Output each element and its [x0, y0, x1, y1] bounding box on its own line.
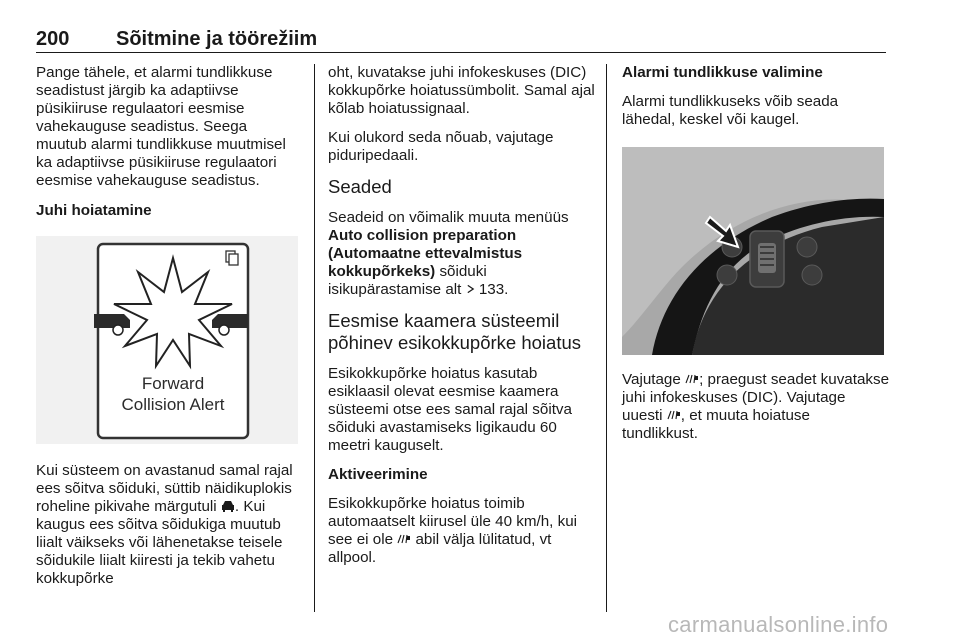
activation-text-a: Esikokkupõrke hoiatus toimib automaatselt kiirusel üle 40 km/h, kui see ei ole: [328, 495, 578, 548]
activation-paragraph: [328, 495, 598, 567]
activation-text-b: abil välja lülitatud, vt allpool.: [328, 531, 552, 566]
watermark: carmanualsonline.info: [668, 612, 889, 637]
heading-activation: Aktiveerimine: [328, 466, 428, 483]
settings-text-b: sõiduki isikupärastamise alt: [328, 263, 487, 298]
arrow-ref-icon: [466, 283, 475, 295]
indicator-text-a: Kui süsteem on avastanud samal rajal ees sõitva sõiduki, süttib näidikuplokis roheline pikivahe märgutuli: [36, 462, 293, 515]
settings-menu-name: Auto collision preparation (Automaatne ettevalmistus kokkupõrkeks): [328, 227, 523, 280]
page-header: [36, 26, 886, 53]
press-text-b: ; praegust seadet kuvatakse juhi infokeskuses (DIC). Vajutage uuesti: [622, 371, 890, 424]
indicator-paragraph: [36, 462, 298, 588]
heading-camera-system: Eesmise kaamera süsteemil põhinev esikokkupõrke hoiatus: [328, 310, 581, 353]
heading-alarm-sensitivity: Alarmi tundlikkuse valimine: [622, 64, 823, 81]
indicator-text-b: . Kui kaugus ees sõitva sõidukiga muutub liialt väikseks või lähenetakse teisele sõidukile liialt kiiresti ja tekib vahetu kokkupõrke: [36, 498, 283, 587]
fcw-button-icon: [685, 373, 699, 385]
settings-paragraph: [328, 209, 598, 299]
heading-settings: Seaded: [328, 176, 392, 197]
column-divider-2: [606, 64, 607, 612]
press-paragraph: [622, 371, 890, 443]
fcw-button-icon: [397, 533, 411, 545]
press-text-c: , et muuta hoiatuse tundlikkust.: [622, 407, 810, 442]
steering-wheel-illustration: [622, 147, 884, 355]
column-left: [36, 64, 298, 599]
settings-page-ref: 133.: [478, 281, 509, 298]
press-text-a: Vajutage: [622, 371, 681, 388]
settings-text-a: Seadeid on võimalik muuta menüüs: [328, 209, 569, 226]
car-following-icon: [221, 500, 235, 512]
column-right: [622, 64, 890, 454]
figure-text-collision-alert: Collision Alert: [121, 395, 225, 414]
intro-paragraph: Pange tähele, et alarmi tundlikkuse seadistust järgib ka adaptiivse püsikiiruse regulaatori eesmise vahekauguse seadistus. Seega muutub alarmi tundlikkuse muutmisel ka adaptiivse püsikiiruse regulaatori eesmise vahekauguse seadistus.: [36, 64, 286, 189]
sensitivity-paragraph: Alarmi tundlikkuseks võib seada lähedal, keskel või kaugel.: [622, 93, 839, 128]
steering-wheel-photo: [622, 147, 884, 355]
brake-paragraph: Kui olukord seda nõuab, vajutage piduripedaali.: [328, 129, 554, 164]
warning-continued-paragraph: oht, kuvatakse juhi infokeskuses (DIC) kokkupõrke hoiatussümbolit. Samal ajal kõlab hoiatussignaal.: [328, 64, 595, 117]
fcw-button-icon: [667, 409, 681, 421]
page-number: 200: [36, 28, 70, 50]
figure-text-forward: Forward: [141, 374, 205, 393]
heading-driver-warning: Juhi hoiatamine: [36, 202, 152, 219]
column-middle: [328, 64, 598, 578]
column-divider-1: [314, 64, 315, 612]
forward-collision-alert-figure: [36, 236, 298, 444]
camera-paragraph: Esikokkupõrke hoiatus kasutab esiklaasil olevat eesmise kaamera süsteemi otse ees samal rajal sõitva sõiduki avastamiseks ligikaudu 60 meetri kauguselt.: [328, 365, 572, 454]
chapter-title: Sõitmine ja töörežiim: [116, 28, 318, 50]
